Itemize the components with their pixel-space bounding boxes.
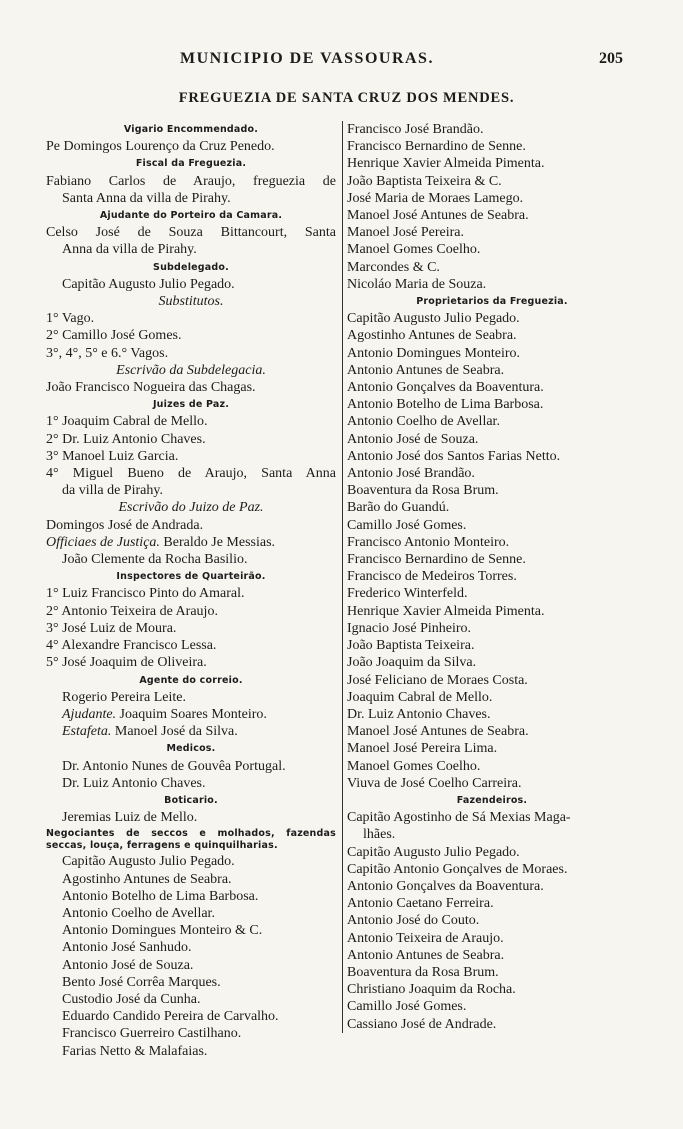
section-title: FREGUEZIA DE SANTA CRUZ DOS MENDES. [178,90,515,106]
section-heading: Substitutos. [158,294,224,310]
list-item: Christiano Joaquim da Rocha. [347,982,516,998]
ajudante-name: Joaquim Soares Monteiro. [116,706,267,722]
list-item: Viuva de José Coelho Carreira. [347,775,522,791]
section-heading: Juizes de Paz. [152,399,230,411]
list-item: Capitão Augusto Julio Pegado. [347,311,520,327]
left-column [46,121,336,1060]
list-item: 4° Alexandre Francisco Lessa. [46,638,217,654]
list-item: 1° Vago. [46,311,95,327]
label-ajudante: Ajudante. [62,706,117,722]
label-officiaes: Officiaes de Justiça. [46,534,160,550]
estafeta-name: Manoel José da Silva. [111,724,238,740]
list-item: Antonio Coelho de Avellar. [62,905,215,921]
list-item: Jeremias Luiz de Mello. [62,810,198,826]
list-item: José Feliciano de Moraes Costa. [347,672,528,688]
list-item: 3° Manoel Luiz Garcia. [46,448,179,464]
list-item: Boaventura da Rosa Brum. [347,483,499,499]
list-item: Manoel Gomes Coelho. [347,758,481,774]
list-item: Agostinho Antunes de Seabra. [62,871,232,887]
list-item: Francisco Antonio Monteiro. [347,534,510,550]
list-item [46,723,336,740]
list-item [46,706,336,723]
section-heading: Fazendeiros. [456,794,528,806]
list-item: Marcondes & C. [347,259,440,275]
list-item: Manoel José Pereira Lima. [347,741,498,757]
section-heading: Agente do correio. [139,674,243,686]
list-item: Antonio Caetano Ferreira. [347,896,494,912]
list-item: 2° Antonio Teixeira de Araujo. [46,603,218,619]
list-item: João Joaquim da Silva. [347,655,477,671]
list-item: Antonio José Sanhudo. [62,940,192,956]
list-item: Camillo José Gomes. [347,999,467,1015]
list-item: Dr. Luiz Antonio Chaves. [62,775,206,791]
list-item: Anna da villa de Pirahy. [62,242,197,258]
list-item: Francisco Bernardino de Senne. [347,552,526,568]
section-heading: Medicos. [166,743,216,755]
list-item: lhães. [363,827,396,843]
list-item: Antonio Botelho de Lima Barbosa. [62,888,259,904]
section-heading: Ajudante do Porteiro da Camara. [99,210,283,222]
list-item: Francisco Bernardino de Senne. [347,139,526,155]
list-item: Francisco José Brandão. [347,122,484,137]
list-item: Antonio José de Souza. [62,957,194,973]
list-item: Manoel José Antunes de Seabra. [347,208,529,224]
page-number: 205 [599,50,623,67]
section-heading: Fiscal da Freguezia. [135,158,247,170]
list-item: 5° José Joaquim de Oliveira. [46,655,207,671]
list-item: 1° Luiz Francisco Pinto do Amaral. [46,586,245,602]
list-item: Bento José Corrêa Marques. [62,974,221,990]
list-item: 2° Camillo José Gomes. [46,328,182,344]
list-item: Celso José de Souza Bittancourt, Santa [46,225,336,241]
list-item: Antonio Domingues Monteiro. [347,345,521,361]
list-item: Francisco de Medeiros Torres. [347,569,517,585]
label-estafeta: Estafeta. [62,724,112,740]
list-item: Joaquim Cabral de Mello. [347,689,493,705]
section-heading: Escrivão do Juizo de Paz. [118,500,264,516]
list-item: Farias Netto & Malafaias. [62,1043,208,1059]
list-item: Francisco Guerreiro Castilhano. [62,1026,242,1042]
list-item: João Baptista Teixeira & C. [347,173,502,189]
list-item: Custodio José da Cunha. [62,991,201,1007]
list-item: Eduardo Candido Pereira de Carvalho. [62,1009,279,1025]
list-item [46,534,336,551]
list-item: Capitão Agostinho de Sá Mexias Maga- [347,810,571,826]
section-heading: Inspectores de Quarteirão. [116,571,266,583]
list-item: Santa Anna da villa de Pirahy. [62,190,231,206]
list-item: Henrique Xavier Almeida Pimenta. [347,156,545,172]
list-item: Domingos José de Andrada. [46,517,204,533]
list-item: Capitão Augusto Julio Pegado. [347,844,520,860]
page-header [0,50,683,72]
list-item: João Clemente da Rocha Basilio. [62,552,248,568]
list-item: 1° Joaquim Cabral de Mello. [46,414,208,430]
list-item: Dr. Antonio Nunes de Gouvêa Portugal. [62,758,286,774]
list-item: Antonio Domingues Monteiro & C. [62,923,263,939]
list-item: João Francisco Nogueira das Chagas. [46,380,256,396]
list-item: Antonio José de Souza. [347,431,479,447]
right-column [342,121,637,1033]
list-item: Antonio José do Couto. [347,913,480,929]
list-item: Fabiano Carlos de Araujo, freguezia de [46,173,336,189]
list-item: Capitão Augusto Julio Pegado. [62,854,235,870]
list-item: Camillo José Gomes. [347,517,467,533]
list-item: Antonio Gonçalves da Boaventura. [347,380,544,396]
list-item: Henrique Xavier Almeida Pimenta. [347,603,545,619]
list-item: Boaventura da Rosa Brum. [347,964,499,980]
list-item: 3° José Luiz de Moura. [46,620,177,636]
list-item: Agostinho Antunes de Seabra. [347,328,517,344]
list-item: Dr. Luiz Antonio Chaves. [347,706,491,722]
list-item: Manoel Gomes Coelho. [347,242,481,258]
list-item: José Maria de Moraes Lamego. [347,190,524,206]
list-item: Manoel José Pereira. [347,225,465,241]
list-item: 4° Miguel Bueno de Araujo, Santa Anna [46,466,336,482]
list-item: Antonio José Brandão. [347,466,475,482]
list-item: Frederico Winterfeld. [347,586,468,602]
list-item: Pe Domingos Lourenço da Cruz Penedo. [46,139,275,155]
section-heading: Proprietarios da Freguezia. [416,296,568,308]
list-item: Antonio Coelho de Avellar. [347,414,500,430]
list-item: Antonio Antunes de Seabra. [347,362,505,378]
list-item: Barão do Guandú. [347,500,450,516]
list-item: 2° Dr. Luiz Antonio Chaves. [46,431,206,447]
section-heading: Boticario. [164,794,218,806]
list-item: Ignacio José Pinheiro. [347,620,472,636]
list-item: Cassiano José de Andrade. [347,1016,497,1032]
list-item: Antonio Teixeira de Araujo. [347,930,504,946]
list-item: Rogerio Pereira Leite. [62,689,187,705]
list-item: Manoel José Antunes de Seabra. [347,724,529,740]
list-item: 3°, 4°, 5° e 6.° Vagos. [46,345,169,361]
list-item: Capitão Augusto Julio Pegado. [62,276,235,292]
list-item: da villa de Pirahy. [62,483,163,499]
list-item: Antonio Antunes de Seabra. [347,947,505,963]
section-heading: Vigario Encommendado. [123,124,259,135]
list-item: Antonio Botelho de Lima Barbosa. [347,397,544,413]
section-heading: Subdelegado. [153,261,229,273]
list-item: Antonio Gonçalves da Boaventura. [347,878,544,894]
page-title: MUNICIPIO DE VASSOURAS. [180,50,434,67]
list-item: João Baptista Teixeira. [347,638,475,654]
section-heading: Escrivão da Subdelegacia. [116,362,266,378]
list-item: Capitão Antonio Gonçalves de Moraes. [347,861,568,877]
list-item: Antonio José dos Santos Farias Netto. [347,448,561,464]
section-heading: Negociantes de seccos e molhados, fazendas seccas, louça, ferragens e quinquilharias. [46,828,336,851]
officiaes-name: Beraldo Je Messias. [159,534,276,550]
list-item: Nicoláo Maria de Souza. [347,276,487,292]
